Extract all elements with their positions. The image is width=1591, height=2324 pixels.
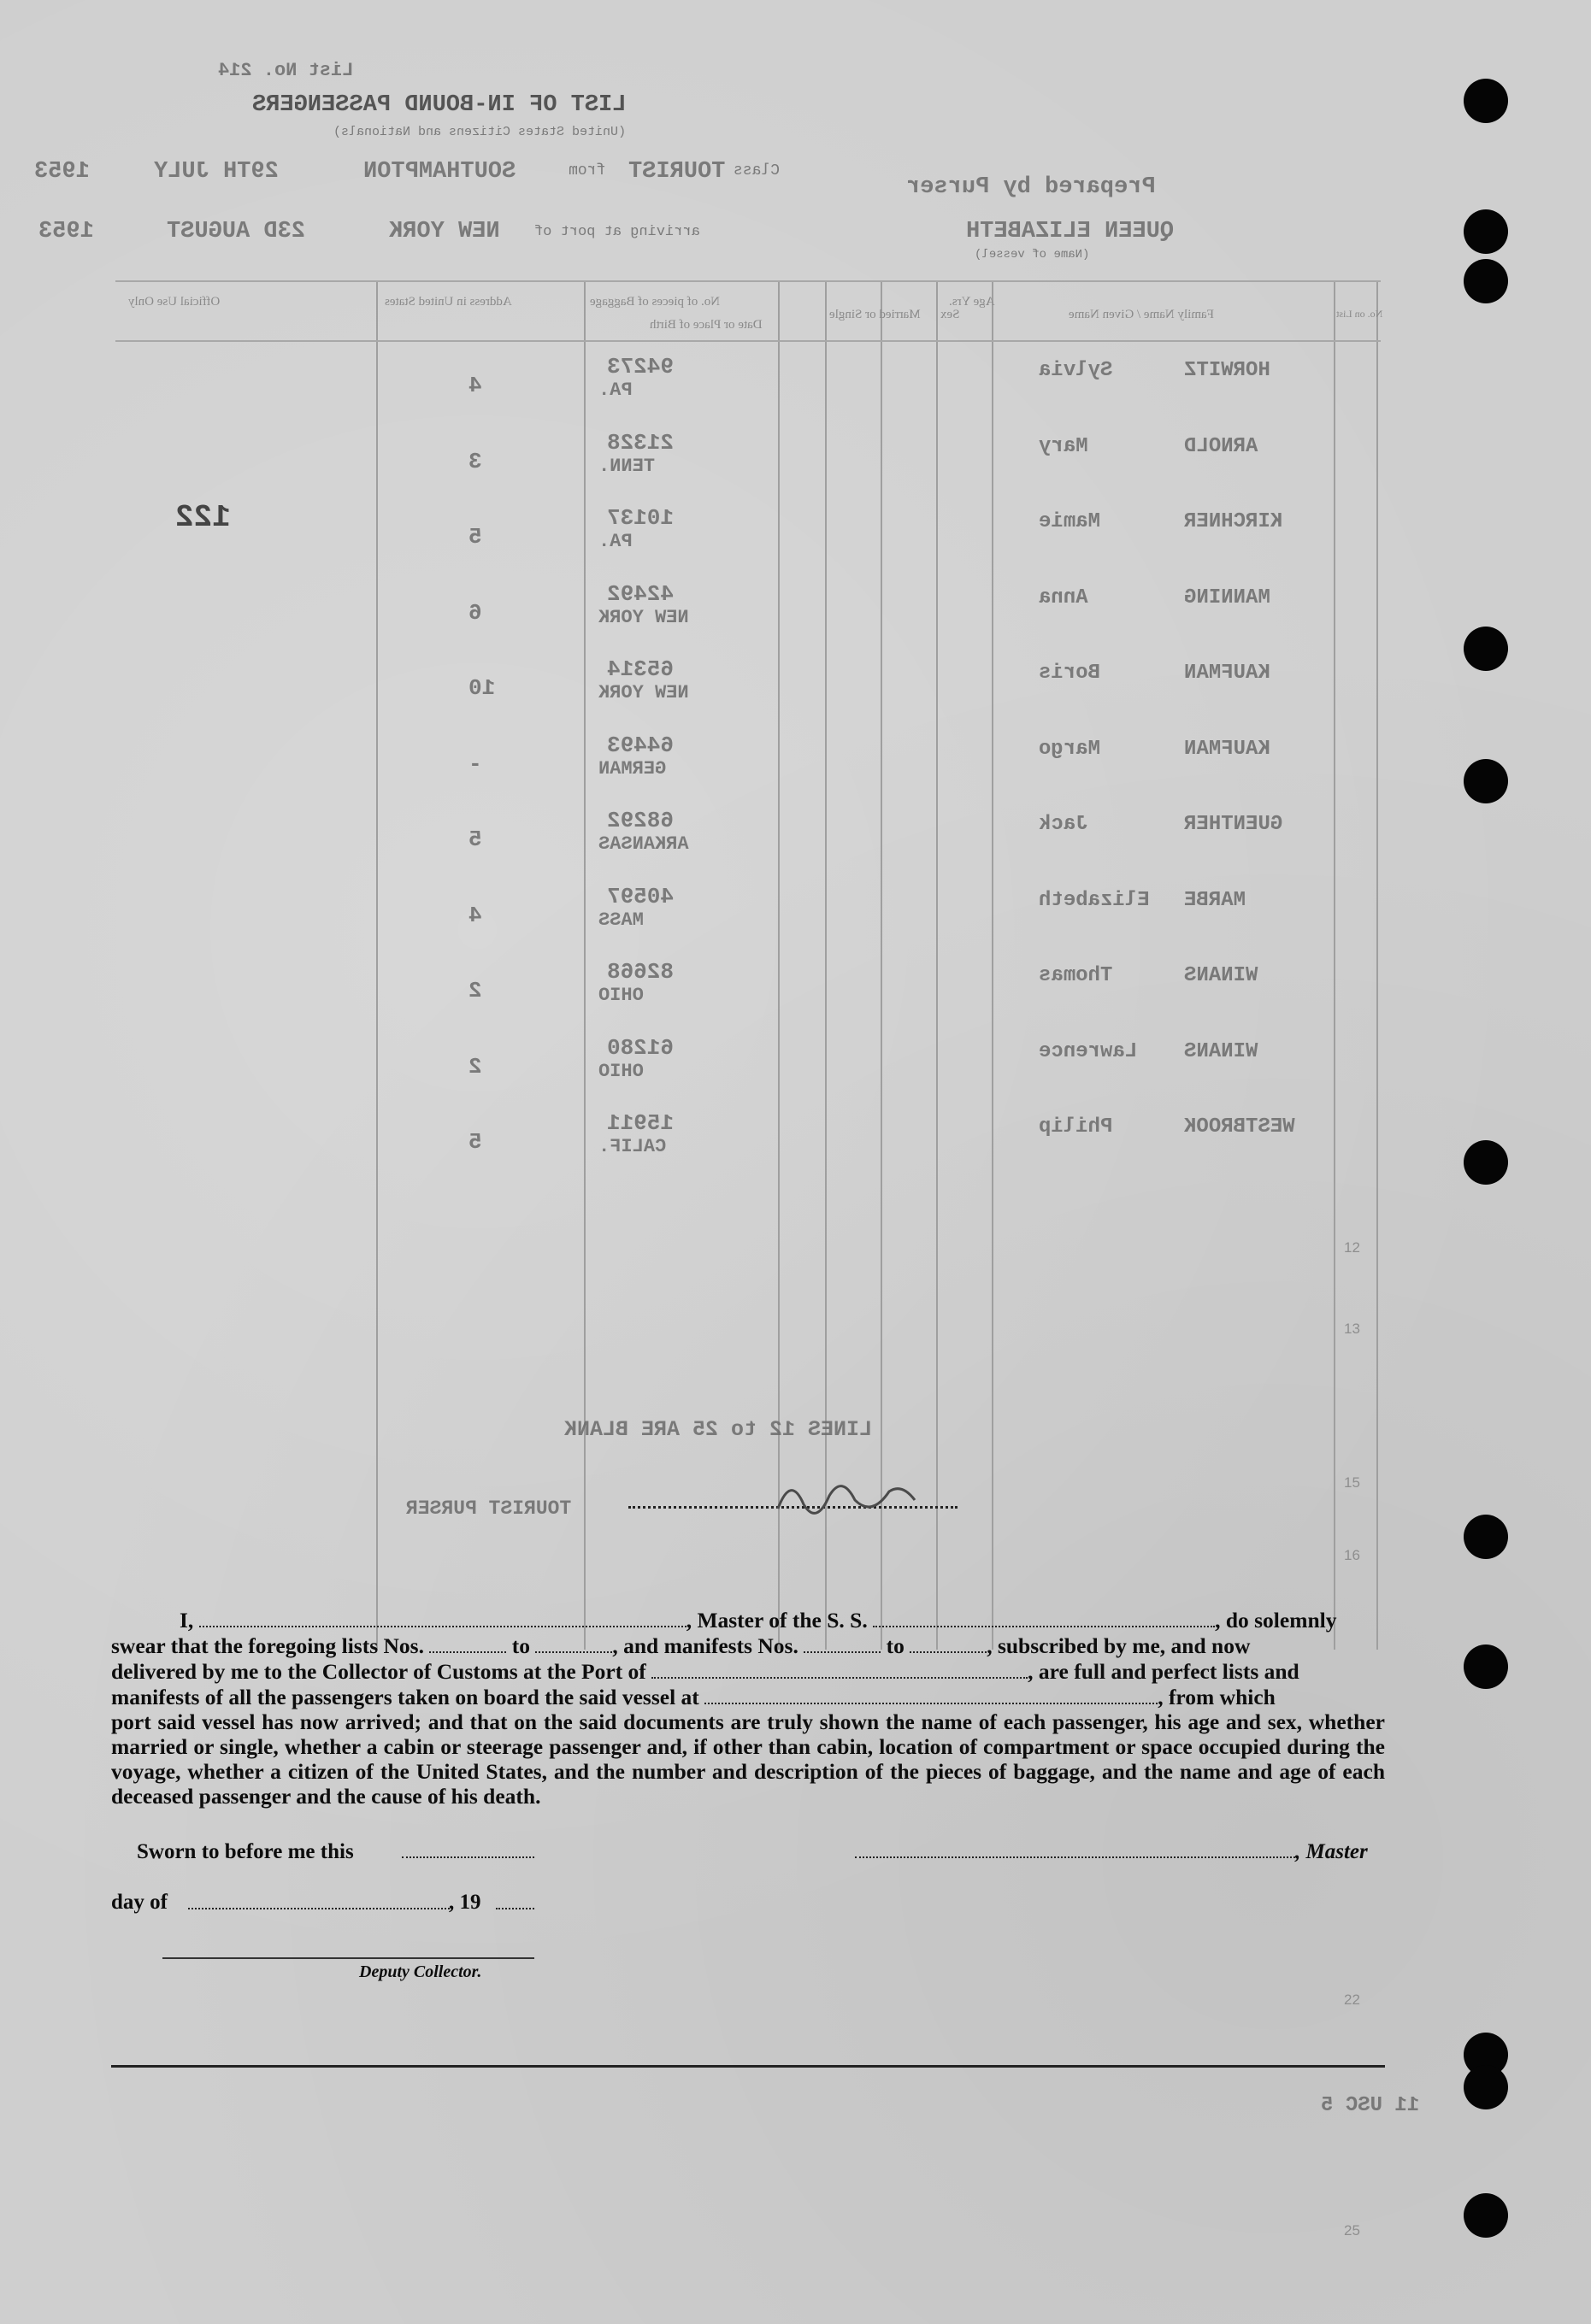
column-rule xyxy=(992,282,993,1650)
punch-hole xyxy=(1464,79,1508,123)
from-label: from xyxy=(569,162,606,179)
passenger-place: PA. xyxy=(598,531,633,552)
passenger-given-name: Sylvia xyxy=(1039,359,1113,382)
column-heading: Sex xyxy=(940,308,960,321)
column-rule xyxy=(825,282,827,1650)
passenger-given-name: Jack xyxy=(1039,813,1088,836)
row-number: 13 xyxy=(1344,1321,1360,1337)
passenger-bags: 4 xyxy=(468,903,482,928)
class-value: TOURIST xyxy=(628,159,726,185)
passenger-bags: 5 xyxy=(468,1129,482,1155)
passenger-code: 68292 xyxy=(607,808,675,833)
column-heading: No. of pieces of Baggage xyxy=(590,295,721,309)
passenger-family-name: WINANS xyxy=(1184,1040,1258,1063)
day-of-line xyxy=(188,1906,453,1909)
list-subtitle: (United States Citizens and Nationals) xyxy=(333,125,627,139)
form-bottom-rule xyxy=(111,2065,1385,2068)
punch-hole xyxy=(1464,209,1508,254)
passenger-family-name: MARBE xyxy=(1184,889,1246,912)
passenger-given-name: Lawrence xyxy=(1039,1040,1138,1063)
year-line xyxy=(496,1906,534,1909)
passenger-place: TENN. xyxy=(598,456,656,477)
passenger-place: NEW YORK xyxy=(598,607,689,628)
column-heading: Married or Single xyxy=(829,308,921,321)
passenger-given-name: Thomas xyxy=(1039,964,1113,987)
class-label: Class xyxy=(734,162,781,179)
passenger-family-name: HORWITZ xyxy=(1184,359,1270,382)
vessel-caption: (Name of vessel) xyxy=(975,248,1090,262)
passenger-given-name: Mamie xyxy=(1039,510,1101,533)
day-of-label: day of xyxy=(111,1891,168,1914)
passenger-bags: 4 xyxy=(468,373,482,398)
row-number: 16 xyxy=(1344,1547,1360,1563)
sworn-label: Sworn to before me this xyxy=(137,1840,354,1863)
from-port: SOUTHAMPTON xyxy=(363,159,516,185)
column-heading: Family Name / Given Name xyxy=(1069,308,1214,321)
punch-hole xyxy=(1464,1140,1508,1185)
row-number: 12 xyxy=(1344,1239,1360,1256)
passenger-given-name: Boris xyxy=(1039,662,1101,685)
vessel-name: QUEEN ELIZABETH xyxy=(966,219,1175,244)
passenger-place: CALIF. xyxy=(598,1136,667,1157)
passenger-bags: 6 xyxy=(468,600,482,626)
column-heading: Address in United States xyxy=(385,295,512,309)
punch-hole xyxy=(1464,2065,1508,2109)
deputy-collector-line xyxy=(162,1957,534,1959)
passenger-given-name: Margo xyxy=(1039,738,1101,761)
passenger-family-name: WINANS xyxy=(1184,964,1258,987)
passenger-place: OHIO xyxy=(598,985,644,1006)
passenger-code: 61280 xyxy=(607,1035,675,1061)
passenger-code: 94273 xyxy=(607,354,675,379)
passenger-place: MASS xyxy=(598,909,644,931)
passenger-family-name: MANNING xyxy=(1184,586,1270,609)
passenger-place: ARKANSAS xyxy=(598,833,689,855)
passenger-code: 15911 xyxy=(607,1110,675,1136)
passenger-place: OHIO xyxy=(598,1061,644,1082)
column-rule xyxy=(881,282,882,1650)
column-rule xyxy=(376,282,378,1650)
passenger-code: 82668 xyxy=(607,959,675,985)
header-bottom-rule xyxy=(115,340,1381,342)
punch-hole xyxy=(1464,759,1508,803)
master-signature-line xyxy=(855,1855,1295,1858)
master-label: , Master xyxy=(1295,1840,1368,1863)
column-heading: Age Yrs. xyxy=(949,295,995,309)
sworn-date-line xyxy=(402,1855,534,1858)
passenger-given-name: Mary xyxy=(1039,435,1088,458)
passenger-family-name: KAUFMAN xyxy=(1184,662,1270,685)
column-rule xyxy=(936,282,938,1650)
punch-hole xyxy=(1464,2193,1508,2238)
lines-blank-note: LINES 12 to 25 ARE BLANK xyxy=(564,1417,873,1442)
master-oath: I, , Master of the S. S. , do solemnly swear that the foregoing lists Nos. to , and manifests Nos. to , subscribed by me, and now delivered by me to the Collector of Customs at the Port of , are full and perfect lists and manifests of all the passengers taken on board the said vessel at , from which port said vessel has now arrived; and that on the said documents are truly shown the name of each passenger, his age and sex, whether married or single, whether a cabin or steerage passenger and, if other than cabin, location of compartment or space occupied during the voyage, whether a citizen of the United States, and the number and description of the pieces of baggage, and the name and age of each deceased passenger and the cause of his death. xyxy=(111,1608,1385,1809)
punch-hole xyxy=(1464,1644,1508,1689)
passenger-given-name: Anna xyxy=(1039,586,1088,609)
passenger-family-name: WESTBROOK xyxy=(1184,1115,1295,1138)
deputy-collector-label: Deputy Collector. xyxy=(359,1962,482,1981)
row-number: 25 xyxy=(1344,2222,1360,2239)
column-heading: No. on List xyxy=(1336,308,1383,320)
arriving-label: arriving at port of xyxy=(534,224,700,240)
passenger-family-name: ARNOLD xyxy=(1184,435,1258,458)
passenger-bags: 2 xyxy=(468,1054,482,1080)
table-top-rule xyxy=(115,280,1381,282)
list-title: LIST OF IN-BOUND PASSENGERS xyxy=(252,92,627,118)
passenger-place: NEW YORK xyxy=(598,682,689,703)
column-rule xyxy=(1334,282,1335,1650)
row-number: 22 xyxy=(1344,1992,1360,2008)
arrival-date: 23D AUGUST xyxy=(167,219,306,244)
column-heading: Official Use Only xyxy=(128,295,221,309)
passenger-place: GERMAN xyxy=(598,758,667,780)
column-heading: Date or Place of Birth xyxy=(650,318,763,332)
purser-title: TOURIST PURSER xyxy=(406,1497,572,1520)
passenger-bags: 5 xyxy=(468,827,482,852)
passenger-bags: 2 xyxy=(468,978,482,1003)
column-rule xyxy=(584,282,586,1650)
passenger-code: 64493 xyxy=(607,733,675,758)
column-rule xyxy=(778,282,780,1650)
footer-code: 11 USC 5 xyxy=(1321,2094,1420,2117)
departure-date: 29TH JULY xyxy=(154,159,279,185)
row-number: 15 xyxy=(1344,1474,1360,1491)
passenger-given-name: Elizabeth xyxy=(1039,889,1150,912)
passenger-family-name: KAUFMAN xyxy=(1184,738,1270,761)
list-number: List No. 214 xyxy=(218,60,354,81)
punch-hole xyxy=(1464,1515,1508,1559)
margin-mark: 122 xyxy=(175,500,231,535)
column-rule xyxy=(1376,282,1378,1650)
passenger-place: PA. xyxy=(598,379,633,401)
passenger-bags: 5 xyxy=(468,524,482,550)
year-label: , 19 xyxy=(449,1891,481,1914)
purser-signature-scrawl xyxy=(769,1466,923,1526)
passenger-code: 40597 xyxy=(607,884,675,909)
passenger-bags: 3 xyxy=(468,449,482,474)
passenger-given-name: Philip xyxy=(1039,1115,1113,1138)
prepared-by: Prepared by Purser xyxy=(906,174,1156,200)
passenger-family-name: GUENTHER xyxy=(1184,813,1283,836)
departure-year: 1953 xyxy=(34,159,90,185)
passenger-bags: - xyxy=(468,751,482,777)
passenger-code: 21328 xyxy=(607,430,675,456)
passenger-code: 42492 xyxy=(607,581,675,607)
arrival-year: 1953 xyxy=(38,219,94,244)
punch-hole xyxy=(1464,259,1508,303)
punch-hole xyxy=(1464,627,1508,671)
passenger-family-name: KIRCHNER xyxy=(1184,510,1283,533)
passenger-code: 10137 xyxy=(607,505,675,531)
passenger-bags: 10 xyxy=(468,675,496,701)
passenger-code: 65314 xyxy=(607,656,675,682)
arrival-port: NEW YORK xyxy=(389,219,500,244)
